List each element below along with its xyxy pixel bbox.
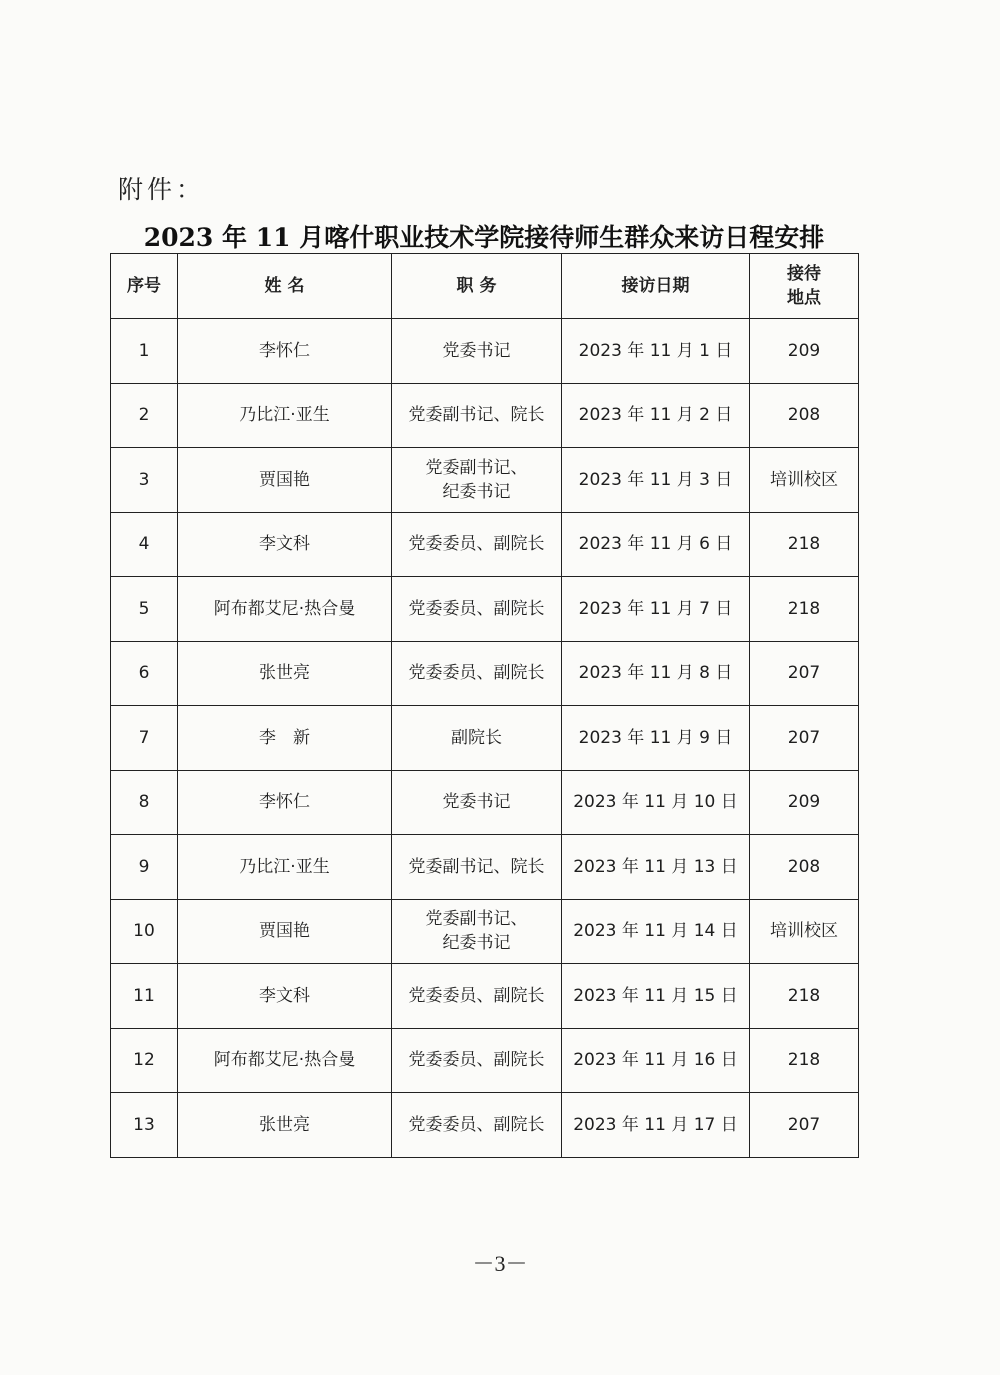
cell-name: 张世亮 — [178, 641, 392, 706]
cell-name: 阿布都艾尼·热合曼 — [178, 577, 392, 642]
cell-date: 2023 年 11 月 13 日 — [562, 835, 750, 900]
cell-place: 培训校区 — [750, 899, 859, 964]
cell-place: 209 — [750, 319, 859, 384]
cell-name: 乃比江·亚生 — [178, 835, 392, 900]
cell-date: 2023 年 11 月 7 日 — [562, 577, 750, 642]
cell-name: 乃比江·亚生 — [178, 383, 392, 448]
cell-position: 党委委员、副院长 — [392, 641, 562, 706]
cell-place: 207 — [750, 641, 859, 706]
cell-serial: 7 — [111, 706, 178, 771]
cell-place: 207 — [750, 706, 859, 771]
cell-position: 党委副书记、院长 — [392, 835, 562, 900]
cell-serial: 6 — [111, 641, 178, 706]
cell-serial: 9 — [111, 835, 178, 900]
cell-date: 2023 年 11 月 8 日 — [562, 641, 750, 706]
cell-position: 党委委员、副院长 — [392, 1093, 562, 1158]
cell-name: 张世亮 — [178, 1093, 392, 1158]
cell-position: 党委书记 — [392, 319, 562, 384]
cell-place: 208 — [750, 383, 859, 448]
cell-name: 贾国艳 — [178, 448, 392, 513]
cell-date: 2023 年 11 月 3 日 — [562, 448, 750, 513]
cell-place: 207 — [750, 1093, 859, 1158]
cell-name: 李文科 — [178, 964, 392, 1029]
cell-date: 2023 年 11 月 2 日 — [562, 383, 750, 448]
cell-serial: 12 — [111, 1028, 178, 1093]
table-row — [111, 319, 859, 384]
cell-position: 党委副书记、院长 — [392, 383, 562, 448]
cell-name: 阿布都艾尼·热合曼 — [178, 1028, 392, 1093]
table-body — [111, 319, 859, 1158]
cell-serial: 5 — [111, 577, 178, 642]
cell-date: 2023 年 11 月 10 日 — [562, 770, 750, 835]
table-row — [111, 1093, 859, 1158]
cell-serial: 2 — [111, 383, 178, 448]
cell-serial: 4 — [111, 512, 178, 577]
table-row — [111, 835, 859, 900]
cell-date: 2023 年 11 月 16 日 — [562, 1028, 750, 1093]
cell-date: 2023 年 11 月 15 日 — [562, 964, 750, 1029]
cell-date: 2023 年 11 月 14 日 — [562, 899, 750, 964]
cell-position: 党委委员、副院长 — [392, 1028, 562, 1093]
header-date: 接访日期 — [562, 254, 750, 319]
table-row — [111, 964, 859, 1029]
document-title: 2023 年 11 月喀什职业技术学院接待师生群众来访日程安排 — [143, 223, 825, 252]
cell-serial: 3 — [111, 448, 178, 513]
header-position: 职 务 — [392, 254, 562, 319]
page-number: －3－ — [472, 1251, 528, 1276]
schedule-table — [110, 253, 859, 1158]
cell-place: 218 — [750, 577, 859, 642]
cell-position: 党委副书记、 纪委书记 — [392, 448, 562, 513]
cell-place: 培训校区 — [750, 448, 859, 513]
cell-place: 218 — [750, 1028, 859, 1093]
cell-name: 李文科 — [178, 512, 392, 577]
cell-date: 2023 年 11 月 17 日 — [562, 1093, 750, 1158]
cell-position: 党委委员、副院长 — [392, 577, 562, 642]
cell-place: 218 — [750, 512, 859, 577]
header-place: 接待 地点 — [750, 254, 859, 319]
cell-name: 李怀仁 — [178, 319, 392, 384]
table-row — [111, 641, 859, 706]
cell-position: 党委委员、副院长 — [392, 512, 562, 577]
cell-position: 副院长 — [392, 706, 562, 771]
cell-date: 2023 年 11 月 6 日 — [562, 512, 750, 577]
cell-serial: 8 — [111, 770, 178, 835]
table-row — [111, 383, 859, 448]
cell-place: 209 — [750, 770, 859, 835]
cell-name: 李 新 — [178, 706, 392, 771]
cell-serial: 11 — [111, 964, 178, 1029]
table-row — [111, 1028, 859, 1093]
cell-name: 贾国艳 — [178, 899, 392, 964]
cell-position: 党委书记 — [392, 770, 562, 835]
attachment-label: 附件： — [118, 175, 206, 204]
cell-position: 党委副书记、 纪委书记 — [392, 899, 562, 964]
header-name: 姓 名 — [178, 254, 392, 319]
cell-date: 2023 年 11 月 1 日 — [562, 319, 750, 384]
table-row — [111, 770, 859, 835]
cell-date: 2023 年 11 月 9 日 — [562, 706, 750, 771]
table-row — [111, 706, 859, 771]
cell-place: 208 — [750, 835, 859, 900]
cell-serial: 10 — [111, 899, 178, 964]
header-serial: 序号 — [111, 254, 178, 319]
cell-name: 李怀仁 — [178, 770, 392, 835]
cell-serial: 1 — [111, 319, 178, 384]
table-header-row — [111, 254, 859, 319]
cell-position: 党委委员、副院长 — [392, 964, 562, 1029]
table-row — [111, 899, 859, 964]
table-row — [111, 448, 859, 513]
table-row — [111, 577, 859, 642]
cell-serial: 13 — [111, 1093, 178, 1158]
table-row — [111, 512, 859, 577]
cell-place: 218 — [750, 964, 859, 1029]
